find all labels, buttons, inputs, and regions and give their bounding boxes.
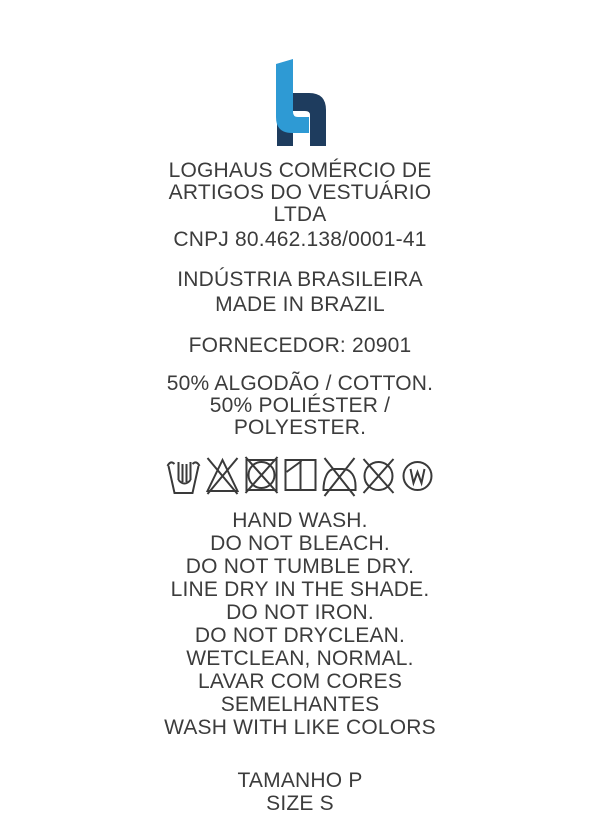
care-line: DO NOT DRYCLEAN. <box>194 624 406 647</box>
wet-clean-normal-icon <box>399 451 436 499</box>
do-not-iron-icon <box>321 451 358 499</box>
care-line: WETCLEAN, NORMAL. <box>186 647 414 670</box>
do-not-dryclean-icon <box>360 451 397 499</box>
do-not-tumble-dry-icon <box>243 451 280 499</box>
care-line: LAVAR COM CORES <box>197 670 403 693</box>
care-instructions <box>0 509 600 739</box>
loghaus-logo-icon <box>265 56 335 148</box>
line-dry-in-shade-icon <box>282 451 319 499</box>
care-line: HAND WASH. <box>232 509 368 532</box>
care-symbols-row <box>0 451 600 499</box>
company-name <box>0 160 600 226</box>
origin-line-pt: INDÚSTRIA BRASILEIRA <box>177 268 423 291</box>
composition-line: 50% POLIÉSTER / <box>209 394 391 417</box>
origin-block <box>0 267 600 317</box>
company-name-line: ARTIGOS DO VESTUÁRIO <box>168 181 432 204</box>
company-cnpj: CNPJ 80.462.138/0001-41 <box>173 228 427 251</box>
care-line: WASH WITH LIKE COLORS <box>164 716 436 739</box>
hand-wash-icon <box>165 451 202 499</box>
company-name-line: LTDA <box>273 203 327 226</box>
origin-line-en: MADE IN BRAZIL <box>215 293 385 316</box>
care-line: DO NOT TUMBLE DRY. <box>185 555 415 578</box>
size-line-en: SIZE S <box>266 792 334 815</box>
care-line: LINE DRY IN THE SHADE. <box>170 578 430 601</box>
composition-line: POLYESTER. <box>233 416 367 439</box>
care-line: DO NOT BLEACH. <box>210 532 390 555</box>
composition-line: 50% ALGODÃO / COTTON. <box>166 372 434 395</box>
size-block <box>0 769 600 815</box>
care-line: DO NOT IRON. <box>226 601 374 624</box>
fabric-composition <box>0 373 600 439</box>
size-line-pt: TAMANHO P <box>237 769 363 792</box>
supplier-code: FORNECEDOR: 20901 <box>188 334 412 357</box>
company-name-line: LOGHAUS COMÉRCIO DE <box>168 159 432 182</box>
care-line: SEMELHANTES <box>220 693 380 716</box>
do-not-bleach-icon <box>204 451 241 499</box>
